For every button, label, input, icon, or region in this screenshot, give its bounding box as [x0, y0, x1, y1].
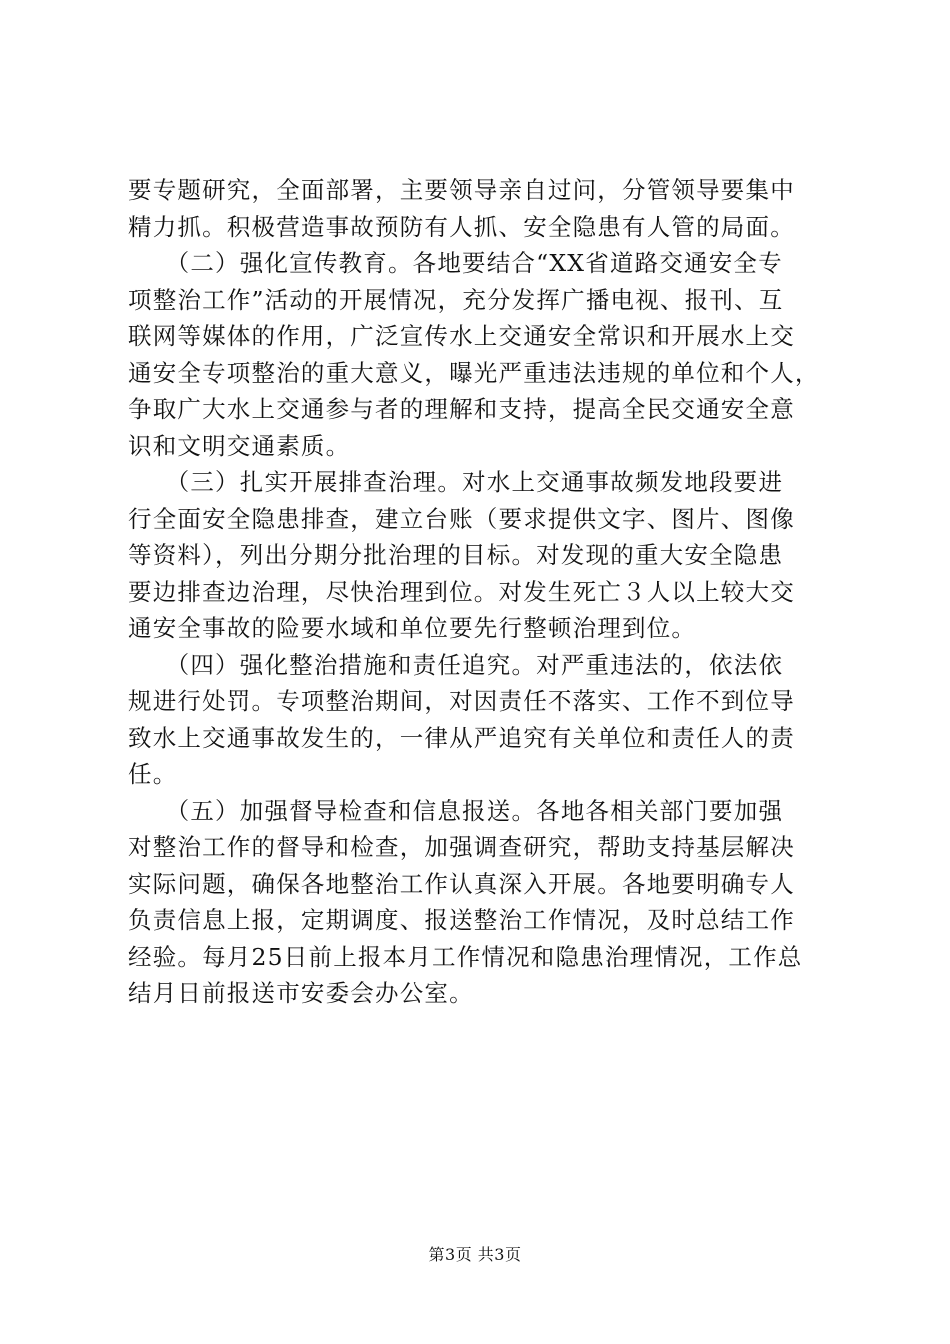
body-line-19: 对整治工作的督导和检查，加强调查研究，帮助支持基层解决 — [128, 833, 795, 861]
body-line-2: 精力抓。积极营造事故预防有人抓、安全隐患有人管的局面。 — [128, 212, 795, 241]
body-line-9: （三）扎实开展排查治理。对水上交通事故频发地段要进 — [128, 468, 784, 496]
body-line-7: 争取广大水上交通参与者的理解和支持，提高全民交通安全意 — [128, 395, 795, 423]
body-line-15: 规进行处罚。专项整治期间，对因责任不落实、工作不到位导 — [128, 687, 795, 715]
body-line-16: 致水上交通事故发生的，一律从严追究有关单位和责任人的责 — [128, 723, 795, 752]
body-line-12: 要边排查边治理，尽快治理到位。对发生死亡３人以上较大交 — [128, 577, 795, 606]
body-line-21: 负责信息上报，定期调度、报送整治工作情况，及时总结工作 — [128, 906, 795, 934]
body-line-3: （二）强化宣传教育。各地要结合“XX省道路交通安全专 — [128, 249, 783, 277]
page-number-footer: 第3页 共3页 — [428, 1245, 522, 1264]
body-line-8: 识和文明交通素质。 — [128, 431, 351, 460]
body-line-17: 任。 — [128, 760, 178, 788]
body-line-5: 联网等媒体的作用，广泛宣传水上交通安全常识和开展水上交 — [128, 322, 795, 350]
body-line-10: 行全面安全隐患排查，建立台账（要求提供文字、图片、图像 — [128, 504, 795, 533]
body-line-18: （五）加强督导检查和信息报送。各地各相关部门要加强 — [128, 796, 784, 825]
body-line-23: 结月日前报送市安委会办公室。 — [128, 979, 474, 1007]
body-line-6: 通安全专项整治的重大意义，曝光严重违法违规的单位和个人， — [128, 358, 820, 387]
body-line-20: 实际问题，确保各地整治工作认真深入开展。各地要明确专人 — [128, 869, 795, 898]
body-line-1: 要专题研究，全面部署，主要领导亲自过问，分管领导要集中 — [128, 176, 795, 204]
body-line-14: （四）强化整治措施和责任追究。对严重违法的，依法依 — [128, 650, 784, 679]
document-body — [128, 172, 828, 1012]
body-line-4: 项整治工作”活动的开展情况，充分发挥广播电视、报刊、互 — [128, 285, 784, 314]
body-line-11: 等资料），列出分期分批治理的目标。对发现的重大安全隐患 — [128, 541, 784, 569]
body-line-22: 经验。每月25日前上报本月工作情况和隐患治理情况，工作总 — [128, 942, 803, 971]
body-line-13: 通安全事故的险要水域和单位要先行整顿治理到位。 — [128, 614, 697, 642]
